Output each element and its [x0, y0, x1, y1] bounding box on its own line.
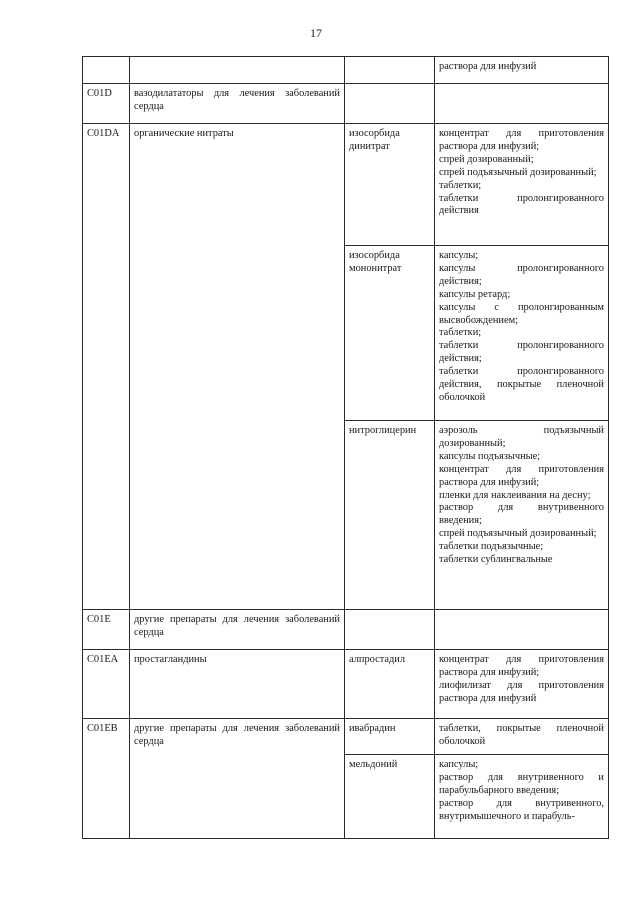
atc-code-cell: C01DA	[83, 124, 130, 610]
table-row	[83, 719, 609, 755]
dosage-form: таблетки пролонгированного действия, покрытые пленочной оболочкой	[439, 366, 604, 403]
dosage-forms-cell	[435, 719, 609, 755]
table-row	[83, 124, 609, 246]
table-row	[83, 84, 609, 124]
dosage-form: таблетки;	[439, 179, 482, 191]
dosage-form: капсулы пролонгированного действия;	[439, 262, 604, 287]
dosage-form: лиофилизат для приготовления раствора для инфузий	[439, 679, 604, 704]
drug-name-cell: ивабрадин	[345, 719, 435, 755]
dosage-form: концентрат для приготовления раствора для инфузий;	[439, 463, 604, 488]
dosage-form: капсулы;	[439, 250, 479, 261]
drug-classification-table	[82, 56, 609, 839]
drug-name-cell: алпростадил	[345, 650, 435, 719]
dosage-form: капсулы ретард;	[439, 288, 511, 300]
group-name-cell	[130, 57, 345, 84]
table-row	[83, 610, 609, 650]
drug-name-cell: изосорбида мононитрат	[345, 246, 435, 421]
group-name-cell: вазодилататоры для лечения заболеваний сердца	[130, 84, 345, 124]
dosage-form: концентрат для приготовления раствора для инфузий;	[439, 654, 604, 678]
dosage-form: таблетки пролонгированного действия	[439, 192, 604, 217]
dosage-forms-cell	[435, 755, 609, 839]
dosage-form: капсулы с пролонгированным высвобождением;	[439, 301, 604, 326]
dosage-form: пленки для наклеивания на десну;	[439, 489, 591, 501]
dosage-form: раствор для внутривенного введения;	[439, 502, 604, 527]
dosage-forms-cell	[435, 124, 609, 246]
dosage-form: капсулы подъязычные;	[439, 450, 541, 462]
dosage-forms-cell	[435, 246, 609, 421]
dosage-forms-cell	[435, 421, 609, 610]
atc-code-cell: C01E	[83, 610, 130, 650]
atc-code-cell	[83, 57, 130, 84]
dosage-form: таблетки пролонгированного действия;	[439, 340, 604, 365]
dosage-forms-cell	[435, 57, 609, 84]
dosage-form: таблетки подъязычные;	[439, 541, 544, 553]
dosage-form: раствор для внутривенного, внутримышечного и парабуль-	[439, 797, 604, 822]
dosage-forms-cell	[435, 650, 609, 719]
group-name-cell: простагландины	[130, 650, 345, 719]
dosage-form: концентрат для приготовления раствора для инфузий;	[439, 128, 604, 152]
drug-name-cell: нитроглицерин	[345, 421, 435, 610]
dosage-form: капсулы;	[439, 759, 479, 770]
drug-name-cell	[345, 610, 435, 650]
dosage-form: раствора для инфузий	[439, 61, 537, 72]
drug-name-cell	[345, 84, 435, 124]
drug-name-cell: мельдоний	[345, 755, 435, 839]
table-row	[83, 650, 609, 719]
atc-code-cell: C01EA	[83, 650, 130, 719]
dosage-forms-cell	[435, 84, 609, 124]
group-name-cell: другие препараты для лечения заболеваний сердца	[130, 719, 345, 839]
group-name-cell: органические нитраты	[130, 124, 345, 610]
dosage-form: спрей подъязычный дозированный;	[439, 528, 597, 540]
dosage-form: таблетки;	[439, 327, 482, 339]
page-number: 17	[310, 26, 322, 40]
drug-name-cell: изосорбида динитрат	[345, 124, 435, 246]
dosage-form: аэрозоль подъязычный дозированный;	[439, 425, 604, 449]
drug-name-cell	[345, 57, 435, 84]
atc-code-cell: C01EB	[83, 719, 130, 839]
dosage-form: раствор для внутривенного и парабульбарного введения;	[439, 771, 604, 796]
dosage-form: спрей дозированный;	[439, 153, 534, 165]
dosage-forms-cell	[435, 610, 609, 650]
dosage-form: таблетки, покрытые пленочной оболочкой	[439, 723, 604, 747]
group-name-cell: другие препараты для лечения заболеваний сердца	[130, 610, 345, 650]
dosage-form: таблетки сублингвальные	[439, 554, 553, 566]
atc-code-cell: C01D	[83, 84, 130, 124]
table-row	[83, 57, 609, 84]
dosage-form: спрей подъязычный дозированный;	[439, 166, 597, 178]
